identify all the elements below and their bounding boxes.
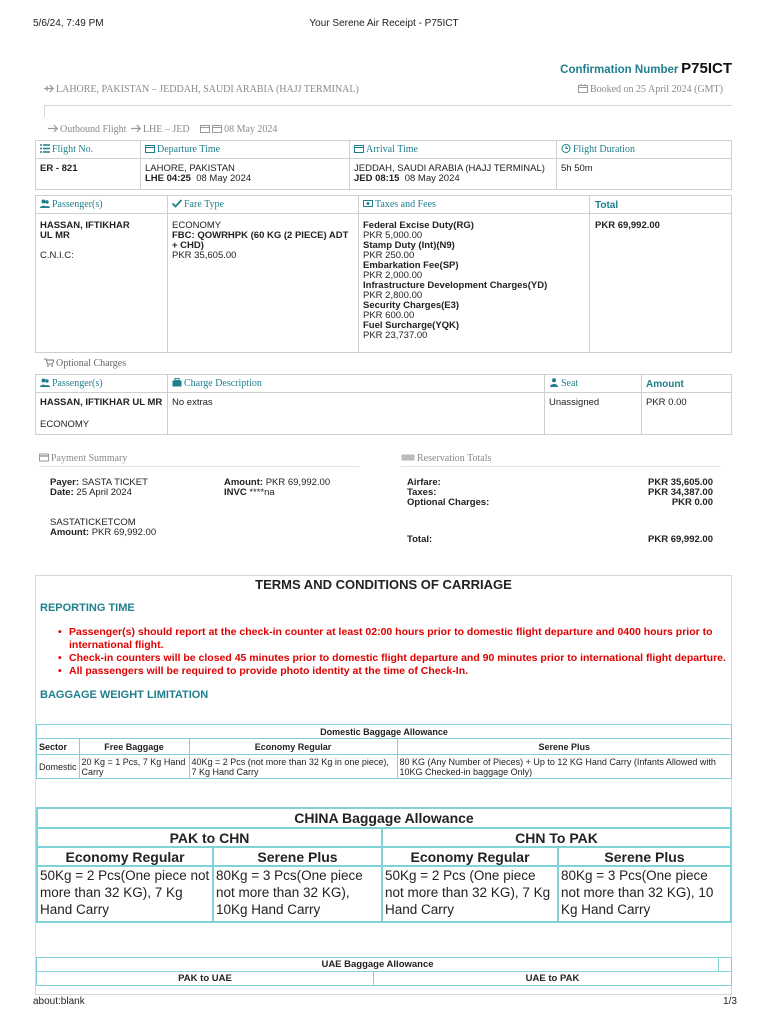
booked-date xyxy=(578,84,723,95)
arrival-cell xyxy=(354,164,545,184)
opt-passenger: HASSAN, IFTIKHAR UL MR xyxy=(40,397,163,408)
plane-icon xyxy=(131,124,141,133)
china-class-header: Serene Plus xyxy=(558,847,731,866)
cnic-label: C.N.I.C: xyxy=(40,250,74,261)
china-title: CHINA Baggage Allowance xyxy=(37,808,731,828)
flight-duration: 5h 50m xyxy=(561,163,593,174)
flight-table xyxy=(35,140,732,190)
route-title xyxy=(44,84,359,95)
domestic-free: 20 Kg = 1 Pcs, 7 Kg Hand Carry xyxy=(79,755,189,779)
optional-table xyxy=(35,374,732,435)
terms-title: TERMS AND CONDITIONS OF CARRIAGE xyxy=(255,577,512,592)
route-text: LAHORE, PAKISTAN – JEDDAH, SAUDI ARABIA (HAJJ TERMINAL) xyxy=(56,84,359,95)
agent-name: SASTATICKETCOM xyxy=(50,517,136,528)
plane-icon xyxy=(48,124,58,133)
departure-date: 08 May 2024 xyxy=(196,173,252,184)
th-opt-passengers: Passenger(s) xyxy=(40,378,103,389)
th-free-baggage: Free Baggage xyxy=(79,739,189,755)
th-passengers: Passenger(s) xyxy=(40,199,103,210)
th-flight-no: Flight No. xyxy=(40,144,93,155)
uae-dir-pak-uae: PAK to UAE xyxy=(37,972,374,986)
domestic-baggage-table xyxy=(36,724,732,779)
tax-item: Fuel Surcharge(YQK) PKR 23,737.00 xyxy=(363,320,460,341)
domestic-title: Domestic Baggage Allowance xyxy=(37,725,732,739)
reservation-row-taxes: Taxes: PKR 34,387.00 xyxy=(407,487,713,498)
terms-panel xyxy=(35,575,732,995)
check-icon xyxy=(172,199,182,208)
agent-amount: PKR 69,992.00 xyxy=(91,527,157,538)
reservation-row-optional: Optional Charges: PKR 0.00 xyxy=(407,497,713,508)
print-url: about:blank xyxy=(33,996,85,1007)
china-class-header: Serene Plus xyxy=(213,847,382,866)
opt-seat: Unassigned xyxy=(549,397,600,408)
outbound-date: 08 May 2024 xyxy=(224,124,278,135)
confirmation-block xyxy=(560,60,732,77)
uae-baggage-table xyxy=(36,957,732,986)
calendar-icon xyxy=(578,84,588,93)
china-value: 80Kg = 3 Pcs(One piece not more than 32 KG), 10Kg Hand Carry xyxy=(213,866,382,922)
fare-total: PKR 69,992.00 xyxy=(595,220,660,231)
th-sector: Sector xyxy=(37,739,80,755)
invoice-number: ****na xyxy=(249,487,275,498)
reservation-rows xyxy=(407,478,713,508)
fare-type-cell xyxy=(172,221,348,261)
calendar-icon xyxy=(145,144,155,153)
outbound-label: Outbound Flight xyxy=(60,124,127,135)
th-fare-type: Fare Type xyxy=(172,199,224,210)
tax-item: Stamp Duty (Int)(N9) PKR 250.00 xyxy=(363,240,455,261)
reservation-total: Total: PKR 69,992.00 xyxy=(407,534,713,545)
th-flight-duration: Flight Duration xyxy=(561,144,635,155)
china-value: 50Kg = 2 Pcs (One piece not more than 32 KG), 7 Kg Hand Carry xyxy=(382,866,558,922)
china-class-header: Economy Regular xyxy=(37,847,213,866)
opt-amount: PKR 0.00 xyxy=(646,397,687,408)
reporting-title: REPORTING TIME xyxy=(40,602,135,614)
th-serene-plus: Serene Plus xyxy=(397,739,731,755)
opt-class: ECONOMY xyxy=(40,419,90,430)
outbound-line xyxy=(48,124,277,135)
th-taxes-fees: Taxes and Fees xyxy=(363,199,436,210)
th-total: Total xyxy=(595,200,619,211)
tax-item: Infrastructure Development Charges(YD) PKR 2,800.00 xyxy=(363,280,548,301)
tax-item: Embarkation Fee(SP) PKR 2,000.00 xyxy=(363,260,459,281)
money-icon xyxy=(401,453,415,462)
fbc-line1: FBC: QOWRHPK (60 KG (2 PIECE) ADT xyxy=(172,230,349,241)
optional-title: Optional Charges xyxy=(44,358,126,369)
print-datetime: 5/6/24, 7:49 PM xyxy=(33,18,104,29)
departure-code-time: LHE 04:25 xyxy=(145,173,191,184)
china-class-header: Economy Regular xyxy=(382,847,558,866)
arrival-code-time: JED 08:15 xyxy=(354,173,400,184)
fare-table xyxy=(35,195,732,353)
passenger-name-line2: UL MR xyxy=(40,230,70,241)
th-charge-description: Charge Description xyxy=(172,378,262,389)
china-value: 80Kg = 3 Pcs(One piece not more than 32 KG), 10 Kg Hand Carry xyxy=(558,866,731,922)
tax-item: Security Charges(E3) PKR 600.00 xyxy=(363,300,460,321)
credit-card-icon xyxy=(39,453,49,462)
reservation-row-airfare: Airfare: PKR 35,605.00 xyxy=(407,477,713,488)
uae-title: UAE Baggage Allowance xyxy=(37,958,719,972)
users-icon xyxy=(40,199,50,208)
cart-icon xyxy=(44,358,54,367)
calendar-icon xyxy=(212,124,222,133)
arrival-date: 08 May 2024 xyxy=(404,173,460,184)
departure-city: LAHORE, PAKISTAN xyxy=(145,163,235,174)
th-seat: Seat xyxy=(549,378,578,389)
passenger-name-line1: HASSAN, IFTIKHAR xyxy=(40,220,130,231)
print-title: Your Serene Air Receipt - P75ICT xyxy=(309,18,459,29)
plane-icon xyxy=(44,84,54,93)
th-amount: Amount xyxy=(646,379,684,390)
taxes-list xyxy=(363,221,547,341)
china-value: 50Kg = 2 Pcs(One piece not more than 32 KG), 7 Kg Hand Carry xyxy=(37,866,213,922)
payer-name: SASTA TICKET xyxy=(81,477,148,488)
payment-date: 25 April 2024 xyxy=(76,487,132,498)
booked-text: Booked on 25 April 2024 (GMT) xyxy=(589,84,723,95)
th-arrival-time: Arrival Time xyxy=(354,144,418,155)
list-icon xyxy=(40,144,50,153)
departure-cell xyxy=(145,164,251,184)
print-page-number: 1/3 xyxy=(723,996,737,1007)
payment-amount-value: PKR 69,992.00 xyxy=(265,477,331,488)
domestic-economy: 40Kg = 2 Pcs (not more than 32 Kg in one piece), 7 Kg Hand Carry xyxy=(189,755,397,779)
baggage-title: BAGGAGE WEIGHT LIMITATION xyxy=(40,689,209,701)
calendar-icon xyxy=(354,144,364,153)
reporting-item: • Passenger(s) should report at the check-in counter at least 02:00 hours prior to domestic flight departure and 0400 hours prior to international flight. xyxy=(36,626,731,652)
briefcase-icon xyxy=(172,378,182,387)
opt-description: No extras xyxy=(172,397,213,408)
route-divider xyxy=(44,105,732,117)
fare-class: ECONOMY xyxy=(172,220,222,231)
flight-number: ER - 821 xyxy=(40,163,78,174)
calendar-icon xyxy=(200,124,210,133)
users-icon xyxy=(40,378,50,387)
payment-amount: Amount: PKR 69,992.00 INVC ****na xyxy=(224,477,331,498)
arrival-city: JEDDAH, SAUDI ARABIA (HAJJ TERMINAL) xyxy=(354,163,545,174)
outbound-route: LHE – JED xyxy=(142,124,190,135)
money-icon xyxy=(363,199,373,208)
user-icon xyxy=(549,378,559,387)
reporting-item: • Check-in counters will be closed 45 minutes prior to domestic flight departure and 90 minutes prior to international flight departure. xyxy=(36,652,731,665)
fare-passenger xyxy=(40,221,130,261)
reservation-title: Reservation Totals xyxy=(401,453,491,464)
th-economy-regular: Economy Regular xyxy=(189,739,397,755)
fare-amount: PKR 35,605.00 xyxy=(172,250,237,261)
payment-agent: SASTATICKETCOM Amount: PKR 69,992.00 xyxy=(50,517,157,538)
china-baggage-table xyxy=(36,807,732,923)
confirmation-number: P75ICT xyxy=(681,60,732,77)
china-dir-chn-pak: CHN To PAK xyxy=(382,828,731,847)
payment-payer: Payer: SASTA TICKET Date: 25 April 2024 xyxy=(50,477,148,498)
tax-item: Federal Excise Duty(RG) PKR 5,000.00 xyxy=(363,220,474,241)
reporting-item: • All passengers will be required to provide photo identity at the time of Check-In. xyxy=(36,665,731,678)
domestic-sector: Domestic xyxy=(37,755,80,779)
payment-title: Payment Summary xyxy=(39,453,127,464)
china-dir-pak-chn: PAK to CHN xyxy=(37,828,382,847)
th-departure-time: Departure Time xyxy=(145,144,220,155)
uae-dir-uae-pak: UAE to PAK xyxy=(374,972,732,986)
confirmation-label: Confirmation Number xyxy=(560,64,679,76)
fbc-line2: + CHD) xyxy=(172,240,204,251)
clock-icon xyxy=(561,144,571,153)
domestic-serene: 80 KG (Any Number of Pieces) + Up to 12 KG Hand Carry (Infants Allowed with 10KG Checked-in baggage Only) xyxy=(397,755,731,779)
